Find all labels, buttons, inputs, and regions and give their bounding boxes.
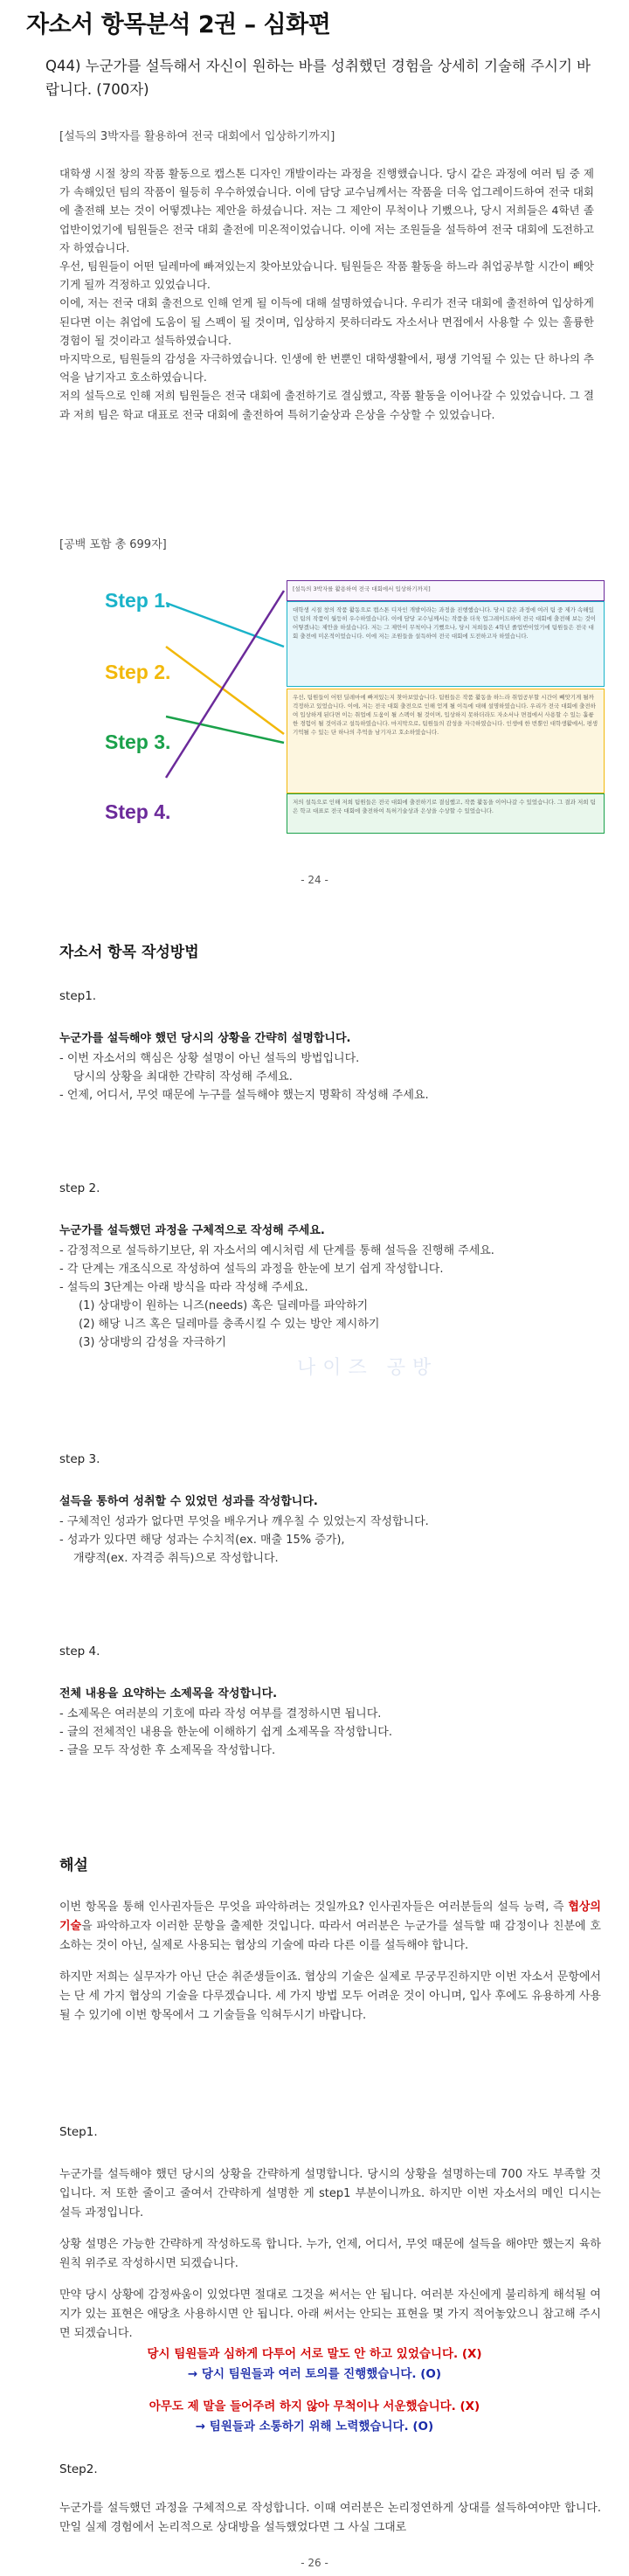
step3-line: - 구체적인 성과가 없다면 무엇을 배우거나 깨우칠 수 있었는지 작성합니다. xyxy=(59,1515,429,1528)
step4-title: step 4. xyxy=(59,1645,100,1658)
commentary-paragraph: 만약 당시 상황에 감정싸움이 있었다면 절대로 그것을 써서는 안 됩니다. 여러분 자신에게 불리하게 해석될 여지가 있는 표현은 애당초 사용하시면 안 됩니다. 아래 써서는 안되는 표현을 몇 가지 적어놓았으니 참고해 주시면 되겠습니다. xyxy=(59,2289,601,2340)
step2-line: - 감정적으로 설득하기보단, 위 자소서의 예시처럼 세 단계를 통해 설득을 진행해 주세요. xyxy=(59,1244,494,1257)
step-diagram xyxy=(96,577,598,839)
step2-title: step 2. xyxy=(59,1181,100,1195)
essay-paragraph: 이에, 저는 전국 대회 출전으로 인해 얻게 될 이득에 대해 설명하였습니다. 우리가 전국 대회에 출전하여 입상하게 된다면 이는 취업에 도움이 될 스펙이 될 것이며, 입상하지 못하더라도 자소서나 면접에서 사용할 수 있는 훌륭한 경험이 될 것이라고 설득하였습니다. xyxy=(59,296,594,347)
step3-title: step 3. xyxy=(59,1452,100,1466)
step3-line: - 성과가 있다면 해당 성과는 수치적(ex. 매출 15% 증가), xyxy=(59,1534,345,1547)
watermark: 나이즈 공방 xyxy=(297,1357,439,1379)
essay-paragraph: 우선, 팀원들이 어떤 딜레마에 빠져있는지 찾아보았습니다. 팀원들은 작품 활동을 하느라 취업공부할 시간이 빼앗기게 될까 걱정하고 있었습니다. xyxy=(59,260,594,292)
commentary-paragraph xyxy=(59,1898,601,1956)
method-heading: 자소서 항목 작성방법 xyxy=(59,944,199,961)
step3-block xyxy=(59,1492,584,1568)
good-example-1: → 당시 팀원들과 여러 토의를 진행했습니다. (O) xyxy=(187,2367,442,2381)
commentary-heading: 해설 xyxy=(59,1857,88,1874)
essay-paragraph: 대학생 시절 창의 작품 활동으로 캡스톤 디자인 개발이라는 과정을 진행했습니다. 당시 같은 과정에 여러 팀 중 제가 속해있던 팀의 작품이 월등히 우수하였습니다. 이에 담당 교수님께서는 작품을 더욱 업그레이드하여 전국 대회에 출전해 보는 것이 어떻겠냐는 제안을 하셨습니다. 저는 그 제안이 무척이나 기뻤으나, 당시 저희들은 4학년 졸업반이었기에 팀원들은 전국 대회 출전에 미온적이었습니다. 이에 저는 조원들을 설득하여 전국 대회에 도전하고자 하였습니다. xyxy=(59,167,594,254)
step1-block xyxy=(59,1029,584,1104)
step2-line: (3) 상대방의 감성을 자극하기 xyxy=(79,1336,226,1349)
commentary-step1-body xyxy=(59,2165,601,2356)
question-text: Q44) 누군가를 설득해서 자신이 원하는 바를 성취했던 경험을 상세히 기술해 주시기 바랍니다. (700자) xyxy=(45,58,591,98)
commentary-paragraph: 누군가를 설득했던 과정을 구체적으로 작성합니다. 이때 여러분은 논리정연하게 상대를 설득하여야만 합니다. 만일 실제 경험에서 논리적으로 상대방을 설득했었다면 그 사실 그대로 xyxy=(59,2502,601,2534)
step3-instruction: 설득을 통하여 성취할 수 있었던 성과를 작성합니다. xyxy=(59,1495,318,1508)
step1-label: Step 1. xyxy=(105,589,171,612)
step2-line: (1) 상대방이 원하는 니즈(needs) 혹은 딜레마를 파악하기 xyxy=(79,1299,369,1312)
step2-label: Step 2. xyxy=(105,661,171,683)
good-example-2: → 팀원들과 소통하기 위해 노력했습니다. (O) xyxy=(195,2420,434,2434)
step1-line: - 이번 자소서의 핵심은 상황 설명이 아닌 설득의 방법입니다. xyxy=(59,1052,360,1065)
step4-line: - 글의 전체적인 내용을 한눈에 이해하기 쉽게 소제목을 작성합니다. xyxy=(59,1726,392,1739)
step4-connector xyxy=(166,591,284,778)
process-box: 우선, 팀원들이 어떤 딜레마에 빠져있는지 찾아보았습니다. 팀원들은 작품 활동을 하느라 취업공부할 시간이 빼앗기게 될까 걱정하고 있었습니다. 이에, 저는 전국 대회 출전으로 인해 얻게 될 이득에 대해 설명하였습니다. 우리가 전국 대회에 출전하여 입상하게 된다면 이는 취업에 도움이 될 스펙이 될 것이며, 입상하지 못하더라도 자소서나 면접에서 사용할 수 있는 훌륭한 경험이 될 것이라고 설득하였습니다. 마지막으로, 팀원들의 감성을 자극하였습니다. 인생에 한 번뿐인 대학생활에서, 평생 기억될 수 있는 단 하나의 추억을 남기자고 호소하였습니다. xyxy=(287,689,605,793)
step4-line: - 글을 모두 작성한 후 소제목을 작성합니다. xyxy=(59,1744,276,1757)
step2-instruction: 누군가를 설득했던 과정을 구체적으로 작성해 주세요. xyxy=(59,1224,325,1237)
step4-line: - 소제목은 여러분의 기호에 따라 작성 여부를 결정하시면 됩니다. xyxy=(59,1707,382,1721)
commentary-paragraph: 상황 설명은 가능한 간략하게 작성하도록 합니다. 누가, 언제, 어디서, 무엇 때문에 설득을 해야만 했는지 육하원칙 위주로 작성하시면 되겠습니다. xyxy=(59,2238,601,2270)
page-number: - 24 - xyxy=(301,874,328,886)
essay-body xyxy=(59,164,594,424)
step2-line: - 설득의 3단계는 아래 방식을 따라 작성해 주세요. xyxy=(59,1281,308,1294)
step1-connector xyxy=(166,603,284,647)
step1-line: 당시의 상황을 최대한 간략히 작성해 주세요. xyxy=(73,1070,293,1084)
text-segment: 이번 항목을 통해 인사권자들은 무엇을 파악하려는 것일까요? 인사권자들은 여러분들의 설득 능력, 즉 xyxy=(59,1901,569,1914)
commentary-body xyxy=(59,1898,601,2038)
step4-block xyxy=(59,1685,584,1760)
result-box: 저의 설득으로 인해 저희 팀원들은 전국 대회에 출전하기로 결심했고, 작품 활동을 이어나갈 수 있었습니다. 그 결과 저희 팀은 학교 대표로 전국 대회에 출전하여 특허기술상과 은상을 수상할 수 있었습니다. xyxy=(287,793,605,834)
step1-line: - 언제, 어디서, 무엇 때문에 누구를 설득해야 했는지 명확히 작성해 주세요. xyxy=(59,1089,429,1102)
highlight-term: 협상의 기술 xyxy=(59,1901,601,1933)
commentary-paragraph: 누군가를 설득해야 했던 당시의 상황을 간략하게 설명합니다. 당시의 상황을 설명하는데 700 자도 부족할 것입니다. 저 또한 줄이고 줄여서 간략하게 설명한 게 step1 부분이니까요. 하지만 이번 자소서의 메인 디시는 설득 과정입니다. xyxy=(59,2168,601,2219)
commentary-paragraph: 하지만 저희는 실무자가 아닌 단순 취준생들이죠. 협상의 기술은 실제로 무궁무진하지만 이번 자소서 문항에서는 단 세 가지 협상의 기술을 다루겠습니다. 세 가지 방법 모두 어려운 것이 아니며, 입사 후에도 유용하게 사용될 수 있기에 이번 항목에서 그 기술들을 익혀두시기 바랍니다. xyxy=(59,1970,601,2022)
step2-line: - 각 단계는 개조식으로 작성하여 설득의 과정을 한눈에 보기 쉽게 작성합니다. xyxy=(59,1263,444,1276)
step2-line: (2) 해당 니즈 혹은 딜레마를 충족시킬 수 있는 방안 제시하기 xyxy=(79,1318,380,1331)
step1-instruction: 누군가를 설득해야 했던 당시의 상황을 간략히 설명합니다. xyxy=(59,1032,351,1045)
essay-subtitle: [설득의 3박자를 활용하여 전국 대회에서 입상하기까지] xyxy=(59,130,335,143)
subtitle-box: [설득의 3박자를 활용하여 전국 대회에서 입상하기까지] xyxy=(287,580,605,601)
page-number: - 26 - xyxy=(301,2557,328,2569)
step2-block xyxy=(59,1222,584,1352)
bad-example-1: 당시 팀원들과 심하게 다투어 서로 말도 안 하고 있었습니다. (X) xyxy=(147,2347,482,2361)
essay-paragraph: 저의 설득으로 인해 저희 팀원들은 전국 대회에 출전하기로 결심했고, 작품 활동을 이어나갈 수 있었습니다. 그 결과 저희 팀은 학교 대표로 전국 대회에 출전하여 특허기술상과 은상을 수상할 수 있었습니다. xyxy=(59,389,594,421)
situation-box: 대학생 시절 창의 작품 활동으로 캡스톤 디자인 개발이라는 과정을 진행했습니다. 당시 같은 과정에 여러 팀 중 제가 속해있던 팀의 작품이 월등히 우수하였습니다. 이에 담당 교수님께서는 작품을 더욱 업그레이드하여 전국 대회에 출전해 보는 것이 어떻겠냐는 제안을 하셨습니다. 저는 그 제안이 무척이나 기뻤으나, 당시 저희들은 4학년 졸업반이었기에 팀원들은 전국 대회 출전에 미온적이었습니다. 이에 저는 조원들을 설득하여 전국 대회에 도전하고자 하였습니다. xyxy=(287,601,605,687)
commentary-step2-title: Step2. xyxy=(59,2462,98,2476)
bad-example-2: 아무도 제 말을 들어주려 하지 않아 무척이나 서운했습니다. (X) xyxy=(149,2399,480,2413)
essay-paragraph: 마지막으로, 팀원들의 감성을 자극하였습니다. 인생에 한 번뿐인 대학생활에서, 평생 기억될 수 있는 단 하나의 추억을 남기자고 호소하였습니다. xyxy=(59,352,594,384)
step1-title: step1. xyxy=(59,989,97,1003)
step4-instruction: 전체 내용을 요약하는 소제목을 작성합니다. xyxy=(59,1687,278,1700)
step4-label: Step 4. xyxy=(105,800,171,823)
char-count: [공백 포함 총 699자] xyxy=(59,538,167,551)
page-title: 자소서 항목분석 2권 – 심화편 xyxy=(26,11,331,38)
text-segment: 을 파악하고자 이러한 문항을 출제한 것입니다. 따라서 여러분은 누군가를 설득할 때 감정이나 친분에 호소하는 것이 아닌, 실제로 사용되는 협상의 기술에 따라 다른 이를 설득해야 합니다. xyxy=(59,1920,601,1952)
step3-line: 개량적(ex. 자격증 취득)으로 작성합니다. xyxy=(73,1552,279,1565)
commentary-step1-title: Step1. xyxy=(59,2125,98,2139)
commentary-step2-body xyxy=(59,2499,601,2550)
step3-label: Step 3. xyxy=(105,731,171,753)
